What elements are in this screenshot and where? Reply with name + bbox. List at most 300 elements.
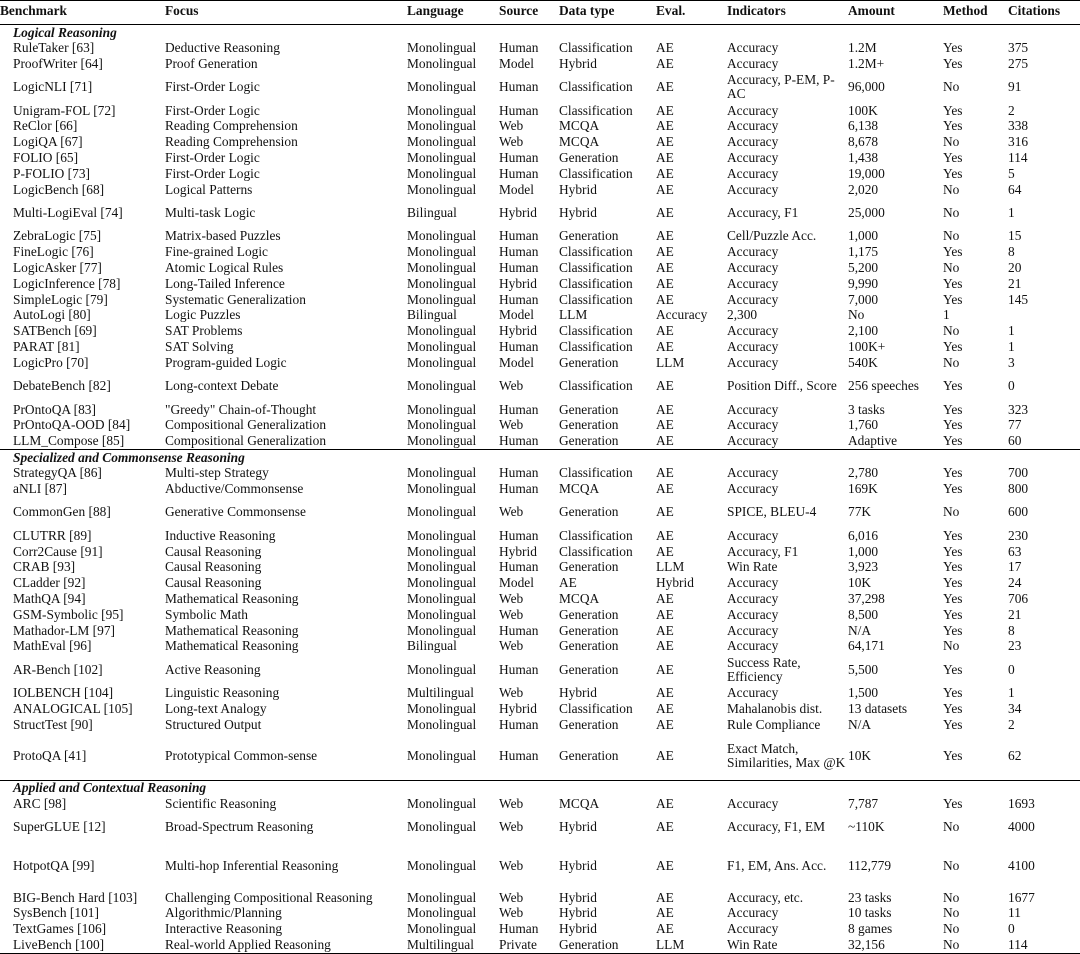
cell-citations: 323 (1008, 401, 1029, 417)
cell-focus: Inductive Reasoning (165, 527, 276, 543)
cell-citations: 1 (1008, 339, 1015, 355)
cell-indicators: Accuracy (727, 685, 779, 701)
cell-data-type: Generation (559, 638, 619, 654)
cell-benchmark: PrOntoQA-OOD [84] (13, 417, 131, 433)
cell-indicators: Accuracy (727, 795, 779, 811)
cell-source: Web (499, 819, 524, 835)
cell-source: Web (499, 134, 524, 150)
cell-focus: Compositional Generalization (165, 433, 327, 449)
cell-source: Human (499, 465, 539, 481)
cell-data-type: Classification (559, 701, 633, 716)
cell-benchmark: ANALOGICAL [105] (13, 701, 133, 716)
cell-citations: 34 (1008, 701, 1022, 716)
cell-indicators: Accuracy (727, 275, 779, 291)
table-row (0, 607, 1080, 623)
cell-source: Human (499, 559, 539, 575)
cell-benchmark: AR-Bench [102] (13, 661, 103, 677)
cell-indicators: SPICE, BLEU-4 (727, 504, 817, 520)
cell-method: Yes (943, 339, 963, 355)
cell-data-type: Generation (559, 417, 619, 433)
cell-benchmark: SuperGLUE [12] (13, 819, 106, 835)
cell-eval: AE (656, 181, 674, 197)
cell-citations: 20 (1008, 260, 1022, 276)
cell-method: Yes (943, 575, 963, 591)
cell-benchmark: ARC [98] (13, 795, 67, 811)
cell-benchmark: LLM_Compose [85] (13, 433, 125, 449)
cell-amount: 8,500 (848, 606, 879, 622)
cell-indicators: Accuracy, P-EM, P-AC (727, 72, 835, 102)
cell-source: Human (499, 622, 539, 638)
cell-data-type: Generation (559, 937, 656, 953)
cell-benchmark: TextGames [106] (13, 921, 107, 937)
cell-source: Human (499, 661, 539, 677)
cell-eval: AE (656, 481, 674, 496)
cell-data-type: Generation (559, 150, 619, 166)
cell-language: Monolingual (407, 323, 477, 339)
cell-data-type: Generation (559, 622, 619, 638)
section-title: Applied and Contextual Reasoning (0, 780, 1080, 796)
cell-benchmark: PARAT [81] (13, 339, 80, 355)
cell-amount: 64,171 (848, 638, 885, 654)
cell-eval: AE (656, 716, 674, 732)
table-row (0, 339, 1080, 355)
cell-indicators: Accuracy, etc. (727, 889, 804, 905)
cell-amount: 10K (848, 575, 872, 591)
cell-benchmark: SimpleLogic [79] (13, 291, 108, 307)
cell-method: No (943, 638, 960, 654)
table-row (0, 796, 1080, 812)
col-header-method: Method (943, 3, 988, 18)
cell-indicators: Accuracy (727, 118, 779, 134)
cell-indicators: Accuracy, F1, EM (727, 819, 826, 835)
cell-focus: SAT Problems (165, 323, 243, 339)
cell-language: Monolingual (407, 701, 477, 716)
cell-focus: Active Reasoning (165, 661, 261, 677)
cell-focus: First-Order Logic (165, 79, 260, 95)
cell-amount: 8 games (848, 921, 893, 937)
cell-amount: 96,000 (848, 79, 885, 95)
section-title: Logical Reasoning (13, 24, 117, 40)
col-header-eval: Eval. (656, 3, 686, 18)
cell-benchmark: Mathador-LM [97] (13, 622, 115, 638)
cell-eval: AE (656, 378, 674, 394)
cell-method: Yes (943, 40, 963, 56)
cell-benchmark: PrOntoQA [83] (13, 401, 96, 417)
cell-focus: Deductive Reasoning (165, 40, 280, 56)
cell-citations: 1693 (1008, 795, 1035, 811)
cell-data-type: Classification (559, 102, 633, 118)
cell-indicators: Accuracy (727, 575, 779, 591)
cell-benchmark: GSM-Symbolic [95] (13, 606, 124, 622)
cell-eval: AE (656, 244, 674, 260)
cell-eval: AE (656, 905, 674, 921)
cell-amount: 3 tasks (848, 401, 885, 417)
cell-eval: AE (656, 401, 674, 417)
cell-citations: 230 (1008, 527, 1029, 543)
cell-amount: 37,298 (848, 591, 885, 606)
cell-amount: 13 datasets (848, 701, 908, 716)
cell-amount: 1,500 (848, 685, 879, 701)
cell-method: Yes (943, 102, 963, 118)
cell-eval: AE (656, 205, 674, 221)
cell-data-type: Generation (559, 228, 619, 244)
cell-indicators: Position Diff., Score (727, 378, 837, 394)
cell-data-type: Classification (559, 339, 633, 355)
table-row (0, 701, 1080, 717)
col-header-benchmark: Benchmark (0, 3, 67, 18)
cell-benchmark: LogicAsker [77] (13, 260, 102, 276)
cell-citations: 21 (1008, 606, 1022, 622)
table-row (0, 276, 1080, 292)
cell-language: Monolingual (407, 118, 477, 134)
section-header-row (0, 25, 1080, 41)
cell-eval: AE (656, 591, 674, 606)
cell-method: No (943, 354, 960, 370)
table-row (0, 182, 1080, 198)
cell-language: Monolingual (407, 905, 477, 921)
table-row (0, 528, 1080, 544)
cell-source: Hybrid (499, 701, 537, 716)
table-row (0, 308, 1080, 324)
cell-method: Yes (943, 291, 963, 307)
cell-amount: N/A (848, 716, 872, 732)
cell-benchmark: HotpotQA [99] (13, 858, 95, 874)
cell-source: Hybrid (499, 275, 537, 291)
cell-indicators: Accuracy (727, 260, 779, 276)
cell-amount: N/A (848, 622, 872, 638)
cell-language: Monolingual (407, 543, 477, 559)
cell-source: Hybrid (499, 323, 537, 339)
cell-source: Human (499, 716, 539, 732)
cell-amount: 9,990 (848, 275, 879, 291)
table-row (0, 292, 1080, 308)
cell-language: Monolingual (407, 150, 477, 166)
cell-language: Monolingual (407, 858, 477, 874)
cell-source: Human (499, 527, 539, 543)
cell-data-type: Generation (559, 661, 619, 677)
cell-language: Monolingual (407, 795, 477, 811)
cell-method: Yes (943, 481, 963, 496)
cell-method: Yes (943, 244, 963, 260)
cell-focus: Matrix-based Puzzles (165, 228, 281, 244)
cell-benchmark: LogicNLI [71] (13, 79, 93, 95)
cell-eval: AE (656, 228, 674, 244)
cell-focus: Systematic Generalization (165, 291, 306, 307)
cell-citations: 316 (1008, 134, 1029, 150)
cell-benchmark: Unigram-FOL [72] (13, 102, 116, 118)
cell-citations: 23 (1008, 638, 1022, 654)
cell-focus: Mathematical Reasoning (165, 622, 299, 638)
cell-language: Monolingual (407, 504, 477, 520)
table-row (0, 433, 1080, 449)
cell-indicators: Accuracy (727, 417, 779, 433)
cell-eval: AE (656, 260, 674, 276)
cell-eval: AE (656, 685, 674, 701)
cell-indicators: Accuracy (727, 244, 779, 260)
cell-citations: 3 (1008, 354, 1015, 370)
cell-eval: AE (656, 504, 674, 520)
cell-indicators: Success Rate, Efficiency (727, 654, 801, 684)
cell-eval: AE (656, 102, 674, 118)
table-row (0, 560, 1080, 576)
cell-indicators: Accuracy (727, 905, 779, 921)
cell-data-type: MCQA (559, 795, 600, 811)
cell-citations: 62 (1008, 748, 1022, 764)
table-row (0, 497, 1080, 528)
table-row (0, 229, 1080, 245)
cell-source: Web (499, 606, 524, 622)
cell-citations: 4000 (1008, 819, 1035, 835)
cell-language: Monolingual (407, 606, 477, 622)
cell-focus: Mathematical Reasoning (165, 591, 299, 606)
cell-source: Web (499, 504, 524, 520)
cell-citations: 275 (1008, 55, 1029, 71)
cell-benchmark: ProofWriter [64] (13, 55, 103, 71)
cell-indicators: Mahalanobis dist. (727, 701, 823, 716)
cell-source: Model (499, 307, 534, 323)
table-row (0, 323, 1080, 339)
cell-indicators: Accuracy, F1 (727, 543, 799, 559)
cell-amount: 77K (848, 504, 872, 520)
table-row (0, 198, 1080, 229)
cell-source: Private (499, 937, 559, 953)
cell-amount: 169K (848, 481, 878, 496)
table-row (0, 921, 1080, 937)
cell-language: Monolingual (407, 339, 477, 355)
cell-benchmark: Corr2Cause [91] (13, 543, 103, 559)
cell-method: Yes (943, 527, 963, 543)
cell-data-type: Hybrid (559, 858, 597, 874)
cell-data-type: Generation (559, 606, 619, 622)
cell-data-type: MCQA (559, 481, 600, 496)
cell-data-type: Classification (559, 465, 633, 481)
cell-indicators: Accuracy (727, 622, 779, 638)
cell-data-type: Classification (559, 275, 633, 291)
cell-eval: AE (656, 323, 674, 339)
cell-focus: "Greedy" Chain-of-Thought (165, 401, 317, 417)
cell-amount: 1,438 (848, 150, 879, 166)
cell-data-type: Classification (559, 543, 633, 559)
cell-citations: 0 (1008, 921, 1015, 937)
cell-amount: 10 tasks (848, 905, 892, 921)
cell-language: Monolingual (407, 417, 477, 433)
table-header (0, 1, 1080, 25)
cell-method: No (943, 889, 960, 905)
cell-data-type: Hybrid (559, 889, 597, 905)
cell-benchmark: CLadder [92] (13, 575, 86, 591)
cell-source: Human (499, 481, 539, 496)
cell-amount: 1.2M+ (848, 55, 885, 71)
cell-citations: 8 (1008, 622, 1015, 638)
col-header-citations: Citations (1008, 3, 1061, 18)
cell-eval: AE (656, 79, 674, 95)
cell-language: Monolingual (407, 291, 477, 307)
cell-data-type: Classification (559, 527, 633, 543)
cell-language: Monolingual (407, 228, 477, 244)
col-header-data-type: Data type (559, 3, 615, 18)
cell-amount: 10K (848, 748, 872, 764)
cell-language: Monolingual (407, 181, 477, 197)
cell-benchmark: LiveBench [100] (0, 937, 165, 953)
cell-indicators: Accuracy (727, 165, 779, 181)
table-row (0, 465, 1080, 481)
cell-amount: 3,923 (848, 559, 879, 575)
cell-citations: 91 (1008, 79, 1022, 95)
cell-amount: 23 tasks (848, 889, 892, 905)
cell-language: Monolingual (407, 748, 477, 764)
table-body (0, 25, 1080, 954)
cell-language: Monolingual (407, 165, 477, 181)
cell-source: Web (499, 417, 524, 433)
cell-benchmark: ReClor [66] (13, 118, 78, 134)
cell-focus: Logical Patterns (165, 181, 253, 197)
cell-indicators: Accuracy, F1 (727, 205, 799, 221)
cell-benchmark: LogiQA [67] (13, 134, 83, 150)
cell-language: Bilingual (407, 638, 457, 654)
cell-amount: 1,000 (848, 543, 879, 559)
cell-source: Human (499, 244, 539, 260)
cell-eval: AE (656, 275, 674, 291)
cell-eval: AE (656, 889, 674, 905)
cell-method: Yes (943, 685, 963, 701)
cell-citations: 114 (1008, 937, 1080, 953)
cell-focus: First-Order Logic (165, 165, 260, 181)
cell-language: Monolingual (407, 55, 477, 71)
cell-focus: Broad-Spectrum Reasoning (165, 819, 314, 835)
cell-source: Web (499, 638, 524, 654)
table-row (0, 654, 1080, 685)
cell-language: Monolingual (407, 661, 477, 677)
cell-indicators: Win Rate (727, 559, 778, 575)
cell-language: Monolingual (407, 354, 477, 370)
cell-citations: 800 (1008, 481, 1029, 496)
cell-eval: AE (656, 858, 674, 874)
cell-eval: AE (656, 339, 674, 355)
cell-focus: Reading Comprehension (165, 134, 298, 150)
cell-eval: AE (656, 638, 674, 654)
cell-indicators: F1, EM, Ans. Acc. (727, 858, 827, 874)
cell-benchmark: CRAB [93] (13, 559, 76, 575)
cell-language: Monolingual (407, 401, 477, 417)
cell-benchmark: RuleTaker [63] (13, 40, 95, 56)
cell-focus: Reading Comprehension (165, 118, 298, 134)
cell-language: Monolingual (407, 575, 477, 591)
cell-indicators: Accuracy (727, 102, 779, 118)
cell-focus: Multi-step Strategy (165, 465, 269, 481)
cell-benchmark: P-FOLIO [73] (13, 165, 90, 181)
cell-language: Monolingual (407, 134, 477, 150)
cell-amount: 6,138 (848, 118, 879, 134)
cell-method: No (943, 921, 960, 937)
cell-benchmark: LogicPro [70] (13, 354, 89, 370)
cell-eval: AE (656, 55, 674, 71)
cell-citations: 63 (1008, 543, 1022, 559)
cell-source: Web (499, 591, 524, 606)
cell-focus: Fine-grained Logic (165, 244, 268, 260)
cell-data-type: Classification (559, 291, 633, 307)
cell-focus: Atomic Logical Rules (165, 260, 284, 276)
cell-focus: Compositional Generalization (165, 417, 327, 433)
cell-eval: Hybrid (656, 575, 694, 591)
table-row (0, 134, 1080, 150)
cell-focus: Scientific Reasoning (165, 795, 277, 811)
cell-data-type: Hybrid (559, 205, 597, 221)
cell-data-type: MCQA (559, 118, 600, 134)
cell-eval: AE (656, 40, 674, 56)
cell-data-type: Classification (559, 40, 633, 56)
cell-indicators: Accuracy (727, 606, 779, 622)
cell-data-type: Generation (559, 504, 619, 520)
cell-data-type: Generation (559, 716, 619, 732)
cell-benchmark: SATBench [69] (13, 323, 97, 339)
cell-language: Monolingual (407, 622, 477, 638)
cell-focus: Structured Output (165, 716, 262, 732)
cell-citations: 17 (1008, 559, 1022, 575)
cell-indicators: Accuracy (727, 181, 779, 197)
cell-source: Human (499, 291, 539, 307)
section-header-row (0, 780, 1080, 796)
cell-citations: 700 (1008, 465, 1029, 481)
cell-method: Yes (943, 661, 963, 677)
cell-method: No (943, 323, 960, 339)
cell-focus: Multi-hop Inferential Reasoning (165, 858, 339, 874)
cell-indicators: Accuracy (727, 134, 779, 150)
cell-eval: AE (656, 795, 674, 811)
cell-language: Monolingual (407, 40, 477, 56)
cell-benchmark: LogicInference [78] (13, 275, 121, 291)
cell-language: Monolingual (407, 819, 477, 835)
cell-amount: 100K+ (848, 339, 886, 355)
cell-benchmark: MathQA [94] (13, 591, 86, 606)
cell-eval: AE (656, 291, 674, 307)
table-row (0, 717, 1080, 733)
cell-focus: First-Order Logic (165, 150, 260, 166)
cell-language: Monolingual (407, 102, 477, 118)
table-row (0, 418, 1080, 434)
cell-source: Human (499, 401, 539, 417)
cell-citations: 64 (1008, 181, 1022, 197)
cell-data-type: Generation (559, 354, 619, 370)
table-row (0, 355, 1080, 371)
cell-indicators: Win Rate (727, 937, 848, 953)
cell-amount: 19,000 (848, 165, 885, 181)
cell-indicators: Accuracy (727, 921, 779, 937)
cell-focus: Real-world Applied Reasoning (165, 937, 407, 953)
table-row (0, 40, 1080, 56)
cell-amount: 5,200 (848, 260, 879, 276)
cell-indicators: Accuracy (727, 638, 779, 654)
cell-benchmark: IOLBENCH [104] (13, 685, 114, 701)
cell-indicators: Accuracy (727, 465, 779, 481)
cell-eval: AE (656, 465, 674, 481)
cell-focus: Program-guided Logic (165, 354, 287, 370)
cell-source: Human (499, 165, 539, 181)
cell-citations: 2 (1008, 716, 1015, 732)
cell-source: Model (499, 55, 534, 71)
table-row (0, 812, 1080, 843)
table-row (0, 150, 1080, 166)
cell-citations: 0 (1008, 661, 1015, 677)
cell-indicators: Accuracy (727, 291, 779, 307)
cell-eval: AE (656, 118, 674, 134)
table-row (0, 56, 1080, 72)
col-header-amount: Amount (848, 3, 895, 18)
cell-data-type: Generation (559, 401, 619, 417)
cell-benchmark: ProtoQA [41] (13, 748, 87, 764)
table-row (0, 843, 1080, 890)
cell-data-type: Generation (559, 748, 619, 764)
cell-language: Monolingual (407, 921, 477, 937)
